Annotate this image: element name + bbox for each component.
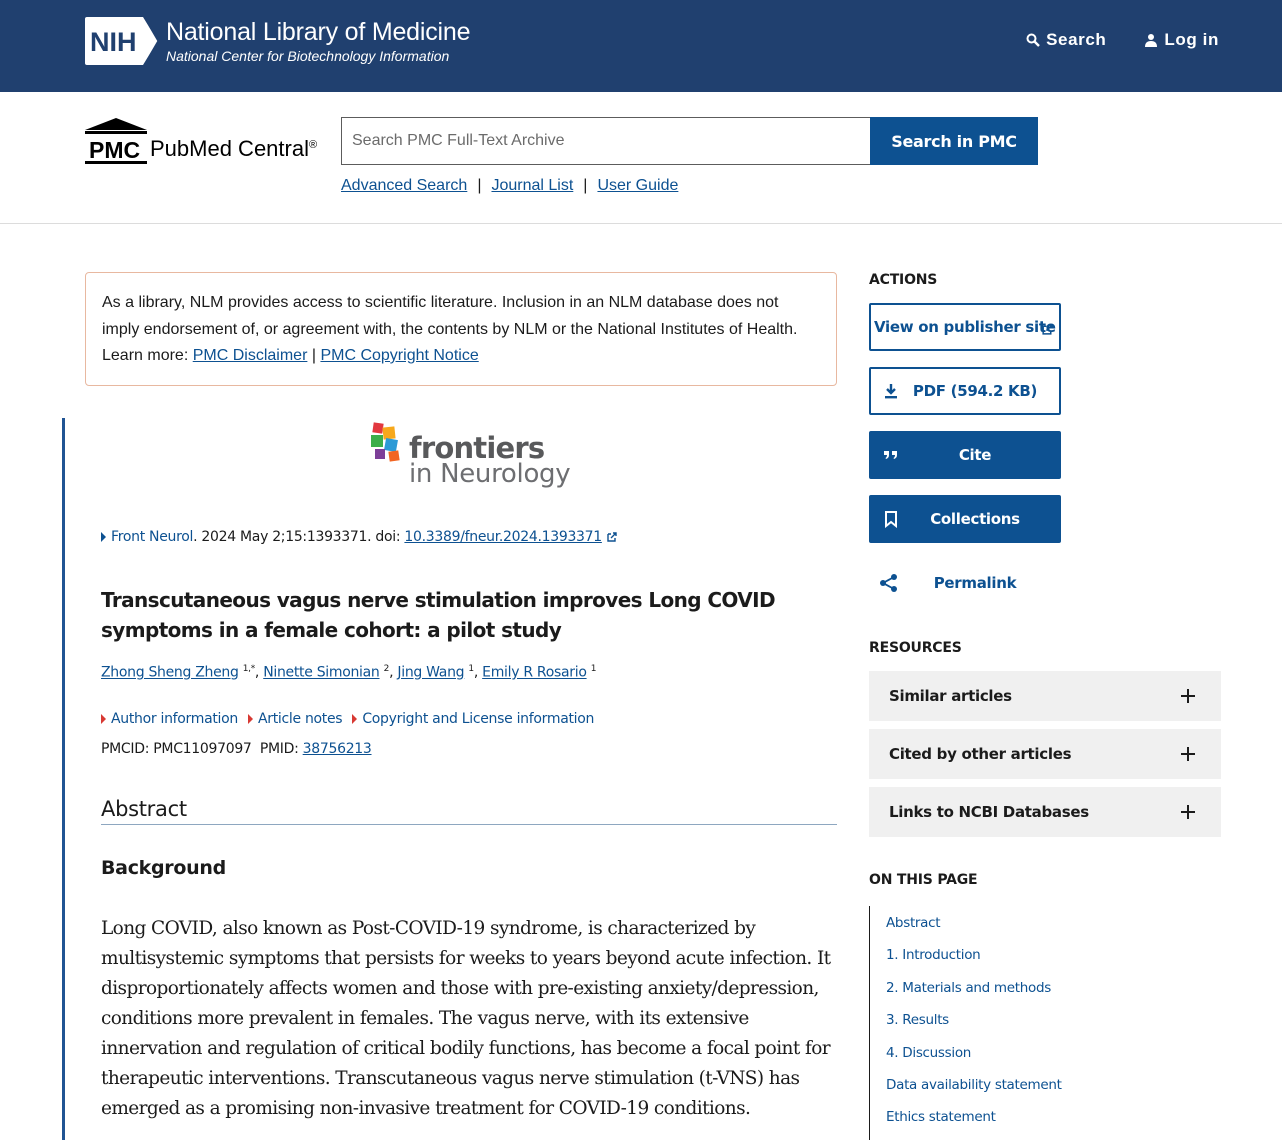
user-icon [1144,33,1158,47]
toc-data-availability[interactable]: Data availability statement [886,1077,1062,1093]
journal-list-link[interactable]: Journal List [491,177,574,194]
svg-text:PMC: PMC [89,137,141,163]
nih-banner [0,0,1282,92]
article-left-bar [62,418,65,1140]
journal-logo-line1: frontiers [409,431,545,465]
permalink-label: Permalink [933,574,1017,592]
toc-introduction[interactable]: 1. Introduction [886,947,981,963]
download-icon [882,382,900,400]
view-publisher-label: View on publisher site [874,318,1056,336]
pmc-disclaimer-link[interactable]: PMC Disclaimer [192,347,308,364]
author-link[interactable]: Ninette Simonian [263,664,380,681]
resources-heading: RESOURCES [869,640,962,656]
pmc-search-input[interactable] [341,117,870,165]
separator: | [311,347,316,364]
author-affiliation: 1,* [242,664,255,674]
svg-text:NIH: NIH [90,27,137,57]
caret-right-icon [101,714,106,724]
advanced-search-link[interactable]: Advanced Search [341,177,468,194]
pmc-copyright-link[interactable]: PMC Copyright Notice [320,347,479,364]
user-guide-link[interactable]: User Guide [597,177,679,194]
toc-abstract[interactable]: Abstract [886,915,941,931]
on-this-page-nav [869,906,1069,1140]
author-link[interactable]: Zhong Sheng Zheng [101,664,239,681]
caret-right-icon [101,532,106,542]
toc-ethics-statement[interactable]: Ethics statement [886,1109,996,1125]
separator: | [583,177,588,194]
search-icon [1026,33,1040,47]
permalink-button[interactable] [869,559,1061,607]
frontiers-logo-icon [369,421,409,467]
login-button[interactable] [1144,30,1219,50]
pmc-search-form [341,117,1038,165]
citation-text: . 2024 May 2;15:1393371. doi: [193,529,405,545]
external-link-icon [1041,323,1054,336]
cite-label: Cite [958,446,992,464]
similar-articles-accordion[interactable] [869,671,1221,721]
pmid-label: PMID: [259,741,299,757]
journal-link[interactable]: Front Neurol [111,529,194,545]
collections-label: Collections [930,510,1020,528]
article-title: Transcutaneous vagus nerve stimulation improves Long COVID symptoms in a female cohort: a pilot study [101,588,775,642]
pdf-download-button[interactable] [869,367,1061,415]
caret-right-icon [352,714,357,724]
on-this-page-heading: ON THIS PAGE [869,872,978,888]
article-meta-links [101,711,594,727]
author-affiliation: 1 [590,664,597,674]
nih-title: National Library of Medicine [166,17,471,46]
view-publisher-button[interactable] [869,303,1061,351]
background-heading: Background [101,857,226,879]
cited-by-label: Cited by other articles [889,745,1072,763]
nih-search-button[interactable] [1026,30,1106,50]
plus-icon [1181,747,1195,761]
search-in-pmc-button[interactable]: Search in PMC [870,117,1038,165]
citation-line [101,529,618,545]
quote-icon [882,446,900,464]
author-affiliation: 1 [468,664,474,674]
author-information-toggle[interactable]: Author information [101,711,238,727]
toc-discussion[interactable]: 4. Discussion [886,1045,972,1061]
nlm-disclaimer [85,272,837,386]
copyright-license-toggle[interactable]: Copyright and License information [352,711,594,727]
similar-articles-label: Similar articles [889,687,1012,705]
ncbi-links-accordion[interactable] [869,787,1221,837]
abstract-heading: Abstract [101,797,837,825]
toc-materials-methods[interactable]: 2. Materials and methods [886,980,1051,996]
pmcid: PMCID: PMC11097097 [101,741,252,757]
disclaimer-text: As a library, NLM provides access to scientific literature. Inclusion in an NLM database does not imply endorsement of, or agreement with, the contents by NLM or the National Institutes of Health. [102,294,798,338]
pmid-link[interactable]: 38756213 [302,741,372,757]
login-label: Log in [1164,30,1219,49]
learn-more-label: Learn more: [102,347,189,364]
author-link[interactable]: Emily R Rosario [482,664,587,681]
collections-button[interactable] [869,495,1061,543]
share-icon [879,573,899,593]
doi-link[interactable]: 10.3389/fneur.2024.1393371 [404,529,602,545]
search-links [341,177,678,195]
nih-search-label: Search [1046,30,1107,49]
pmc-name: PubMed Central® [150,136,318,161]
caret-right-icon [248,714,253,724]
cited-by-accordion[interactable] [869,729,1221,779]
separator: | [477,177,482,194]
article-ids [101,741,372,757]
nih-subtitle: National Center for Biotechnology Information [166,47,450,64]
bookmark-icon [882,510,900,528]
nih-logo[interactable] [85,17,470,65]
author-link[interactable]: Jing Wang [397,664,465,681]
background-text: Long COVID, also known as Post-COVID-19 syndrome, is characterized by multisystemic symptoms that persists for weeks to years beyond acute infection. It disproportionately affects women and those with pre-existing anxiety/depression, conditions more prevalent in females. The vagus nerve, with its extensive innervation and regulation of critical bodily functions, has become a focal point for therapeutic interventions. Transcutaneous vagus nerve stimulation (t-VNS) has emerged as a promising non-invasive treatment for COVID-19 conditions. [101,918,831,1119]
article-notes-toggle[interactable]: Article notes [248,711,342,727]
author-list: Zhong Sheng Zheng $^{1,*}$, Ninette Simonian $^2$, Jing Wang $^1$, Emily R Rosario $^1$ [101,664,597,681]
external-link-icon [606,531,618,543]
pmc-building-icon [85,118,147,165]
journal-logo[interactable] [369,421,579,493]
pmc-logo[interactable] [85,118,317,165]
plus-icon [1181,805,1195,819]
plus-icon [1181,689,1195,703]
author-affiliation: 2 [383,664,390,674]
actions-heading: ACTIONS [869,272,938,288]
pmc-header [0,92,1282,224]
journal-logo-line2: in Neurology [409,459,571,489]
pdf-label: PDF (594.2 KB) [912,382,1038,400]
toc-results[interactable]: 3. Results [886,1012,949,1028]
ncbi-links-label: Links to NCBI Databases [889,803,1089,821]
cite-button[interactable] [869,431,1061,479]
nih-badge-icon [85,17,159,65]
